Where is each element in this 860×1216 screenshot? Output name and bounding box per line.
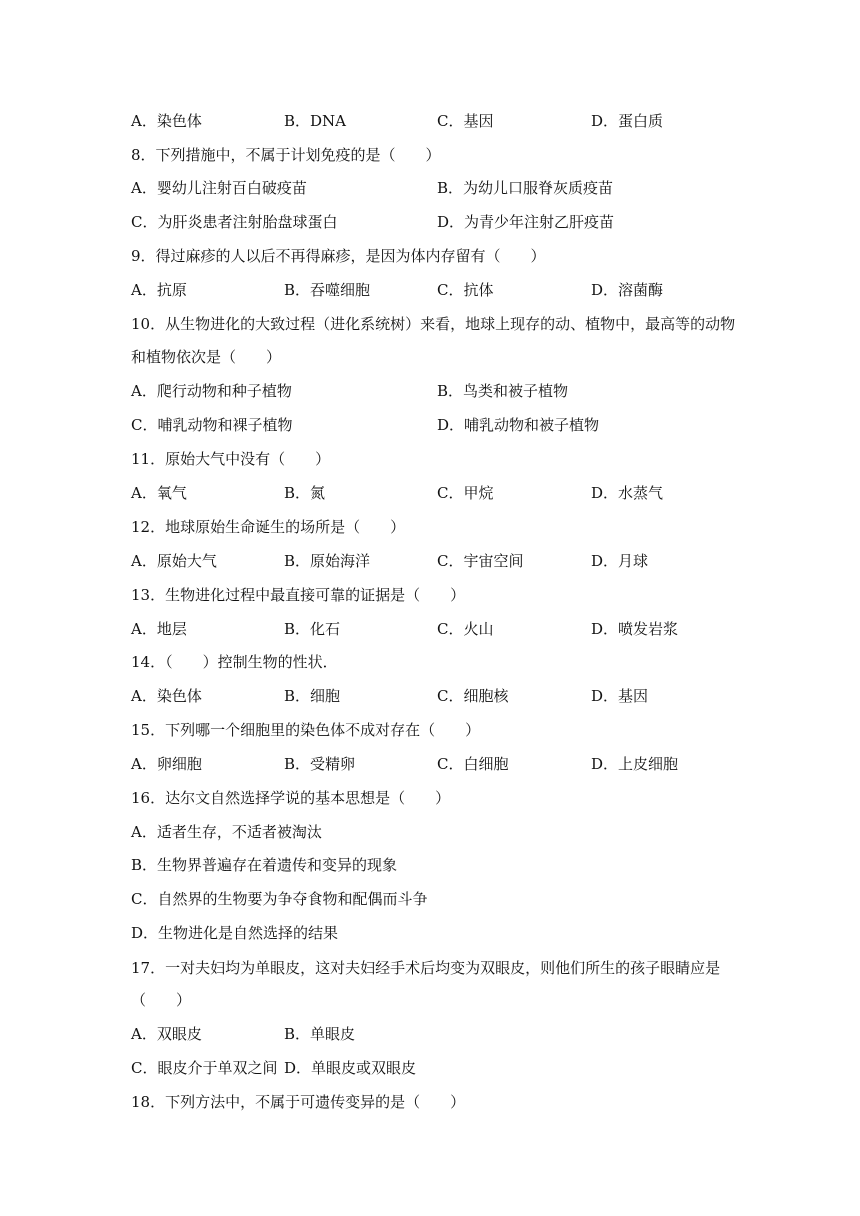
option-b: B．细胞 — [284, 687, 341, 705]
option-a: A．婴幼儿注射百白破疫苗 — [131, 179, 307, 197]
option-d: D．为青少年注射乙肝疫苗 — [437, 213, 615, 231]
question-stem-line-2: （ ） — [131, 991, 192, 1009]
option-d: D．生物进化是自然选择的结果 — [131, 924, 339, 942]
option-c: C．火山 — [437, 620, 494, 638]
option-b: B．化石 — [284, 620, 341, 638]
option-b: B．受精卵 — [284, 755, 356, 773]
question-stem: 16．达尔文自然选择学说的基本思想是（ ） — [131, 789, 451, 807]
option-b: B．为幼儿口服脊灰质疫苗 — [437, 179, 614, 197]
option-a: A．氧气 — [131, 484, 187, 502]
option-a: A．地层 — [131, 620, 187, 638]
question-stem: 14．（ ）控制生物的性状． — [131, 653, 338, 671]
option-c: C．自然界的生物要为争夺食物和配偶而斗争 — [131, 890, 428, 908]
question-stem: 12．地球原始生命诞生的场所是（ ） — [131, 518, 406, 536]
question-stem: 15．下列哪一个细胞里的染色体不成对存在（ ） — [131, 721, 481, 739]
question-stem-line-1: 17．一对夫妇均为单眼皮，这对夫妇经手术后均变为双眼皮，则他们所生的孩子眼睛应是 — [131, 959, 721, 977]
option-c: C．白细胞 — [437, 755, 509, 773]
option-b: B．生物界普遍存在着遗传和变异的现象 — [131, 856, 398, 874]
option-b: B．鸟类和被子植物 — [437, 382, 569, 400]
question-stem: 9．得过麻疹的人以后不再得麻疹，是因为体内存留有（ ） — [131, 247, 546, 265]
question-stem: 8．下列措施中，不属于计划免疫的是（ ） — [131, 146, 441, 164]
option-c: C．抗体 — [437, 281, 494, 299]
option-b: B．氮 — [284, 484, 326, 502]
option-b: B．单眼皮 — [284, 1025, 356, 1043]
option-b: B．DNA — [284, 112, 347, 130]
option-a: A．双眼皮 — [131, 1025, 202, 1043]
option-c: C．宇宙空间 — [437, 552, 524, 570]
question-stem-line-1: 10．从生物进化的大致过程（进化系统树）来看，地球上现存的动、植物中，最高等的动物 — [131, 315, 736, 333]
option-d: D．月球 — [591, 552, 649, 570]
option-c: C．哺乳动物和裸子植物 — [131, 416, 293, 434]
question-stem: 18．下列方法中，不属于可遗传变异的是（ ） — [131, 1093, 466, 1111]
option-c: C．细胞核 — [437, 687, 509, 705]
option-a: A．卵细胞 — [131, 755, 202, 773]
option-d: D．蛋白质 — [591, 112, 664, 130]
question-stem-line-2: 和植物依次是（ ） — [131, 348, 282, 366]
question-stem: 11．原始大气中没有（ ） — [131, 450, 331, 468]
option-d: D．哺乳动物和被子植物 — [437, 416, 600, 434]
option-d: D．喷发岩浆 — [591, 620, 679, 638]
option-d: D．基因 — [591, 687, 649, 705]
option-a: A．染色体 — [131, 112, 202, 130]
option-c: C．基因 — [437, 112, 494, 130]
option-c: C．为肝炎患者注射胎盘球蛋白 — [131, 213, 338, 231]
option-a: A．染色体 — [131, 687, 202, 705]
option-a: A．原始大气 — [131, 552, 217, 570]
option-a: A．适者生存，不适者被淘汰 — [131, 823, 322, 841]
option-a: A．爬行动物和种子植物 — [131, 382, 292, 400]
option-b: B．原始海洋 — [284, 552, 371, 570]
option-c: C．眼皮介于单双之间 — [131, 1059, 278, 1077]
option-d: D．上皮细胞 — [591, 755, 679, 773]
option-d: D．单眼皮或双眼皮 — [284, 1059, 417, 1077]
option-d: D．水蒸气 — [591, 484, 664, 502]
question-stem: 13．生物进化过程中最直接可靠的证据是（ ） — [131, 586, 466, 604]
option-a: A．抗原 — [131, 281, 187, 299]
option-c: C．甲烷 — [437, 484, 494, 502]
option-d: D．溶菌酶 — [591, 281, 664, 299]
option-b: B．吞噬细胞 — [284, 281, 371, 299]
